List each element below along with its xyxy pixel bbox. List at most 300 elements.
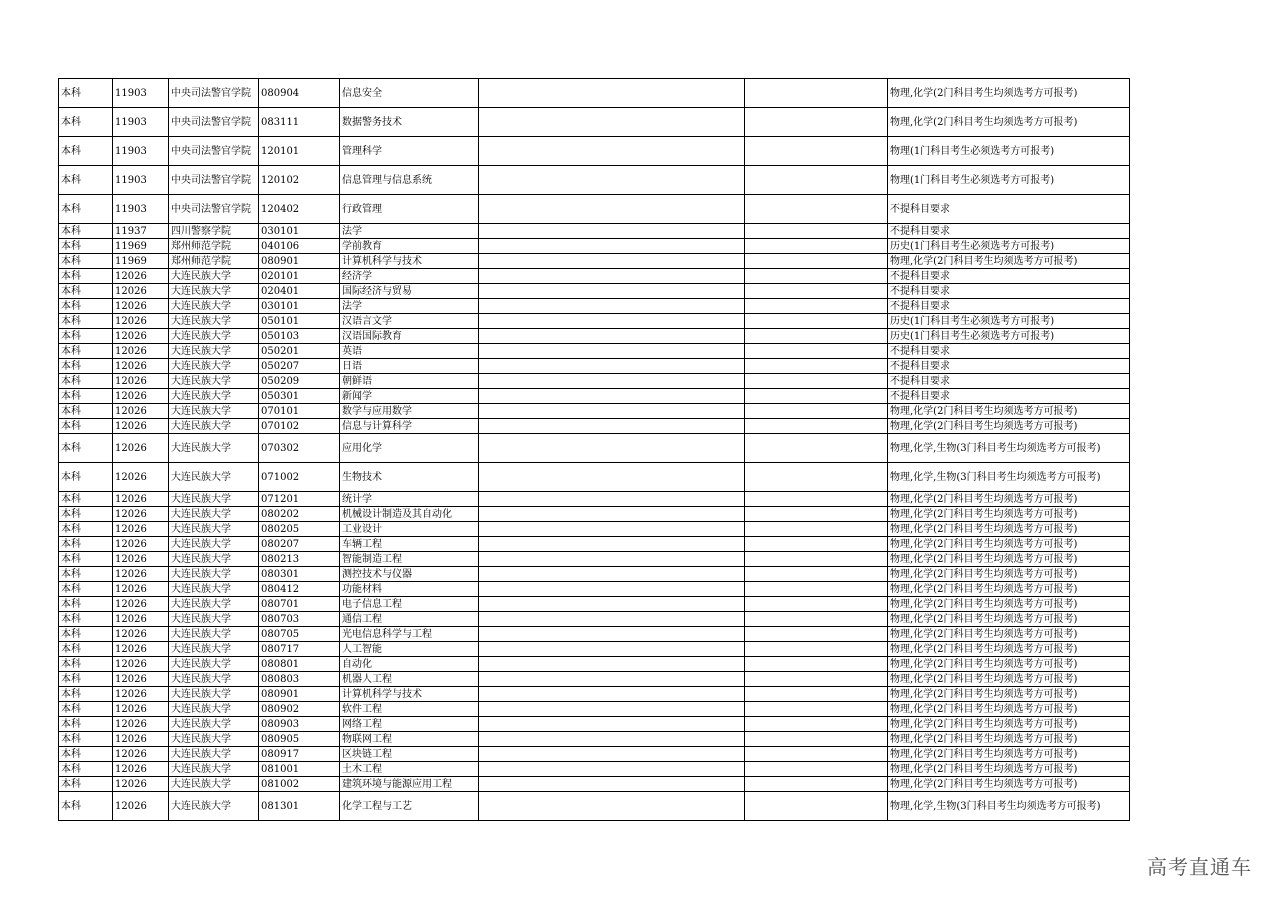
cell-empty (745, 507, 888, 522)
table-row (59, 434, 1130, 463)
cell-subject-requirement: 物理,化学,生物(3门科目考生均须选考方可报考) (888, 792, 1130, 821)
cell-school-code: 12026 (113, 329, 169, 344)
cell-empty (479, 642, 745, 657)
cell-level: 本科 (59, 344, 113, 359)
cell-major-code: 080917 (259, 747, 340, 762)
cell-empty (479, 672, 745, 687)
cell-empty (479, 567, 745, 582)
cell-school-name: 中央司法警官学院 (169, 137, 259, 166)
cell-level: 本科 (59, 166, 113, 195)
cell-empty (745, 522, 888, 537)
cell-school-code: 12026 (113, 597, 169, 612)
watermark-logo: 高考直通车 (1147, 855, 1252, 879)
table-row (59, 299, 1130, 314)
cell-school-name: 郑州师范学院 (169, 239, 259, 254)
cell-school-code: 12026 (113, 792, 169, 821)
cell-school-name: 中央司法警官学院 (169, 195, 259, 224)
cell-subject-requirement: 不提科目要求 (888, 284, 1130, 299)
table-row (59, 642, 1130, 657)
cell-school-name: 大连民族大学 (169, 732, 259, 747)
cell-level: 本科 (59, 137, 113, 166)
cell-school-name: 大连民族大学 (169, 314, 259, 329)
cell-major-name: 物联网工程 (340, 732, 479, 747)
cell-subject-requirement: 物理,化学(2门科目考生均须选考方可报考) (888, 419, 1130, 434)
table-row (59, 284, 1130, 299)
cell-subject-requirement: 物理,化学(2门科目考生均须选考方可报考) (888, 582, 1130, 597)
cell-school-name: 大连民族大学 (169, 374, 259, 389)
cell-school-code: 12026 (113, 344, 169, 359)
cell-major-code: 030101 (259, 224, 340, 239)
cell-school-name: 大连民族大学 (169, 389, 259, 404)
cell-major-code: 071002 (259, 463, 340, 492)
table-row (59, 762, 1130, 777)
cell-empty (745, 137, 888, 166)
cell-empty (745, 552, 888, 567)
cell-major-code: 080904 (259, 79, 340, 108)
cell-level: 本科 (59, 314, 113, 329)
cell-empty (479, 254, 745, 269)
cell-level: 本科 (59, 463, 113, 492)
cell-major-name: 汉语言文学 (340, 314, 479, 329)
cell-level: 本科 (59, 108, 113, 137)
cell-empty (479, 717, 745, 732)
table-row (59, 419, 1130, 434)
cell-major-code: 070302 (259, 434, 340, 463)
cell-school-name: 大连民族大学 (169, 582, 259, 597)
cell-school-code: 11937 (113, 224, 169, 239)
table-row (59, 612, 1130, 627)
table-body (59, 79, 1130, 821)
table-row (59, 137, 1130, 166)
cell-major-name: 统计学 (340, 492, 479, 507)
cell-subject-requirement: 不提科目要求 (888, 359, 1130, 374)
cell-major-name: 朝鲜语 (340, 374, 479, 389)
table-row (59, 404, 1130, 419)
table-row (59, 79, 1130, 108)
table-row (59, 108, 1130, 137)
cell-major-name: 自动化 (340, 657, 479, 672)
cell-major-code: 080301 (259, 567, 340, 582)
cell-school-code: 12026 (113, 299, 169, 314)
cell-empty (745, 404, 888, 419)
cell-subject-requirement: 物理,化学(2门科目考生均须选考方可报考) (888, 522, 1130, 537)
cell-major-code: 083111 (259, 108, 340, 137)
cell-subject-requirement: 物理,化学(2门科目考生均须选考方可报考) (888, 627, 1130, 642)
cell-empty (479, 507, 745, 522)
cell-major-name: 光电信息科学与工程 (340, 627, 479, 642)
cell-level: 本科 (59, 434, 113, 463)
cell-level: 本科 (59, 597, 113, 612)
cell-subject-requirement: 不提科目要求 (888, 299, 1130, 314)
cell-empty (745, 239, 888, 254)
cell-empty (745, 314, 888, 329)
cell-subject-requirement: 物理,化学,生物(3门科目考生均须选考方可报考) (888, 434, 1130, 463)
cell-empty (479, 108, 745, 137)
cell-school-name: 大连民族大学 (169, 672, 259, 687)
cell-subject-requirement: 物理,化学(2门科目考生均须选考方可报考) (888, 732, 1130, 747)
cell-empty (479, 284, 745, 299)
cell-level: 本科 (59, 359, 113, 374)
cell-subject-requirement: 历史(1门科目考生必须选考方可报考) (888, 329, 1130, 344)
cell-major-name: 信息与计算科学 (340, 419, 479, 434)
cell-empty (479, 374, 745, 389)
cell-major-code: 081301 (259, 792, 340, 821)
cell-major-code: 080905 (259, 732, 340, 747)
cell-empty (479, 195, 745, 224)
cell-school-code: 12026 (113, 627, 169, 642)
cell-subject-requirement: 历史(1门科目考生必须选考方可报考) (888, 239, 1130, 254)
table-row (59, 792, 1130, 821)
cell-school-name: 大连民族大学 (169, 687, 259, 702)
cell-empty (479, 344, 745, 359)
table-row (59, 195, 1130, 224)
table-row (59, 507, 1130, 522)
table-row (59, 657, 1130, 672)
cell-major-name: 国际经济与贸易 (340, 284, 479, 299)
cell-empty (479, 299, 745, 314)
cell-school-name: 大连民族大学 (169, 612, 259, 627)
cell-empty (479, 359, 745, 374)
cell-major-code: 080205 (259, 522, 340, 537)
cell-empty (745, 374, 888, 389)
cell-school-code: 12026 (113, 762, 169, 777)
table-row (59, 522, 1130, 537)
cell-empty (479, 657, 745, 672)
cell-empty (479, 419, 745, 434)
cell-school-name: 大连民族大学 (169, 434, 259, 463)
cell-level: 本科 (59, 195, 113, 224)
cell-school-name: 大连民族大学 (169, 419, 259, 434)
cell-level: 本科 (59, 732, 113, 747)
table-row (59, 717, 1130, 732)
cell-empty (745, 79, 888, 108)
cell-empty (745, 284, 888, 299)
cell-level: 本科 (59, 702, 113, 717)
cell-major-name: 区块链工程 (340, 747, 479, 762)
cell-level: 本科 (59, 792, 113, 821)
cell-subject-requirement: 物理,化学(2门科目考生均须选考方可报考) (888, 108, 1130, 137)
cell-level: 本科 (59, 672, 113, 687)
cell-school-name: 大连民族大学 (169, 597, 259, 612)
cell-major-code: 070102 (259, 419, 340, 434)
cell-major-name: 建筑环境与能源应用工程 (340, 777, 479, 792)
table-row (59, 537, 1130, 552)
cell-school-code: 12026 (113, 522, 169, 537)
cell-level: 本科 (59, 642, 113, 657)
cell-empty (745, 434, 888, 463)
cell-empty (745, 612, 888, 627)
cell-empty (745, 567, 888, 582)
cell-empty (745, 329, 888, 344)
table-row (59, 254, 1130, 269)
cell-empty (745, 672, 888, 687)
table-row (59, 463, 1130, 492)
cell-school-code: 12026 (113, 269, 169, 284)
cell-subject-requirement: 不提科目要求 (888, 389, 1130, 404)
cell-major-code: 120402 (259, 195, 340, 224)
cell-empty (745, 359, 888, 374)
cell-level: 本科 (59, 627, 113, 642)
cell-level: 本科 (59, 657, 113, 672)
cell-major-name: 数据警务技术 (340, 108, 479, 137)
cell-school-name: 大连民族大学 (169, 777, 259, 792)
cell-school-code: 11903 (113, 166, 169, 195)
cell-school-code: 12026 (113, 552, 169, 567)
cell-level: 本科 (59, 284, 113, 299)
cell-school-name: 中央司法警官学院 (169, 79, 259, 108)
cell-empty (745, 732, 888, 747)
cell-school-code: 12026 (113, 507, 169, 522)
cell-school-code: 11903 (113, 108, 169, 137)
cell-major-name: 英语 (340, 344, 479, 359)
cell-school-code: 12026 (113, 419, 169, 434)
cell-major-name: 法学 (340, 224, 479, 239)
cell-major-name: 数学与应用数学 (340, 404, 479, 419)
cell-subject-requirement: 不提科目要求 (888, 224, 1130, 239)
cell-empty (479, 389, 745, 404)
admission-requirements-table (58, 78, 1130, 821)
cell-empty (745, 419, 888, 434)
cell-major-name: 新闻学 (340, 389, 479, 404)
cell-empty (479, 582, 745, 597)
cell-empty (745, 657, 888, 672)
cell-subject-requirement: 物理,化学(2门科目考生均须选考方可报考) (888, 404, 1130, 419)
cell-empty (479, 537, 745, 552)
cell-subject-requirement: 物理,化学(2门科目考生均须选考方可报考) (888, 612, 1130, 627)
cell-school-name: 大连民族大学 (169, 492, 259, 507)
cell-school-name: 大连民族大学 (169, 762, 259, 777)
cell-school-code: 12026 (113, 537, 169, 552)
cell-empty (745, 747, 888, 762)
cell-major-name: 车辆工程 (340, 537, 479, 552)
cell-major-code: 030101 (259, 299, 340, 314)
cell-empty (745, 344, 888, 359)
table-row (59, 732, 1130, 747)
cell-school-name: 大连民族大学 (169, 344, 259, 359)
table-row (59, 329, 1130, 344)
cell-school-code: 12026 (113, 434, 169, 463)
cell-major-code: 050209 (259, 374, 340, 389)
cell-level: 本科 (59, 612, 113, 627)
table-row (59, 224, 1130, 239)
cell-major-code: 050103 (259, 329, 340, 344)
cell-empty (745, 702, 888, 717)
cell-major-name: 日语 (340, 359, 479, 374)
cell-major-code: 071201 (259, 492, 340, 507)
cell-subject-requirement: 物理,化学(2门科目考生均须选考方可报考) (888, 762, 1130, 777)
cell-school-name: 大连民族大学 (169, 657, 259, 672)
cell-subject-requirement: 不提科目要求 (888, 195, 1130, 224)
cell-level: 本科 (59, 567, 113, 582)
cell-level: 本科 (59, 374, 113, 389)
cell-level: 本科 (59, 717, 113, 732)
cell-major-code: 080903 (259, 717, 340, 732)
cell-subject-requirement: 物理,化学(2门科目考生均须选考方可报考) (888, 254, 1130, 269)
cell-school-name: 大连民族大学 (169, 329, 259, 344)
cell-school-name: 大连民族大学 (169, 284, 259, 299)
cell-major-code: 070101 (259, 404, 340, 419)
cell-major-code: 020401 (259, 284, 340, 299)
cell-school-code: 11969 (113, 239, 169, 254)
cell-major-code: 080705 (259, 627, 340, 642)
cell-empty (479, 434, 745, 463)
cell-empty (745, 717, 888, 732)
cell-empty (479, 463, 745, 492)
cell-subject-requirement: 物理,化学(2门科目考生均须选考方可报考) (888, 717, 1130, 732)
cell-subject-requirement: 物理,化学(2门科目考生均须选考方可报考) (888, 537, 1130, 552)
cell-major-code: 120102 (259, 166, 340, 195)
table-row (59, 702, 1130, 717)
cell-empty (479, 687, 745, 702)
cell-school-code: 12026 (113, 314, 169, 329)
table-row (59, 239, 1130, 254)
cell-empty (745, 492, 888, 507)
cell-major-name: 土木工程 (340, 762, 479, 777)
cell-empty (479, 224, 745, 239)
cell-major-name: 生物技术 (340, 463, 479, 492)
cell-major-name: 智能制造工程 (340, 552, 479, 567)
cell-school-code: 12026 (113, 284, 169, 299)
cell-empty (745, 687, 888, 702)
cell-school-name: 大连民族大学 (169, 299, 259, 314)
cell-school-name: 四川警察学院 (169, 224, 259, 239)
cell-school-name: 中央司法警官学院 (169, 108, 259, 137)
cell-level: 本科 (59, 507, 113, 522)
cell-empty (745, 537, 888, 552)
cell-school-code: 12026 (113, 582, 169, 597)
cell-major-code: 050101 (259, 314, 340, 329)
cell-empty (479, 329, 745, 344)
cell-school-code: 11903 (113, 195, 169, 224)
table-row (59, 567, 1130, 582)
cell-major-code: 080202 (259, 507, 340, 522)
cell-major-name: 通信工程 (340, 612, 479, 627)
cell-school-name: 大连民族大学 (169, 552, 259, 567)
cell-empty (745, 463, 888, 492)
cell-empty (745, 792, 888, 821)
cell-level: 本科 (59, 419, 113, 434)
cell-subject-requirement: 物理,化学(2门科目考生均须选考方可报考) (888, 79, 1130, 108)
cell-major-code: 050207 (259, 359, 340, 374)
cell-empty (479, 404, 745, 419)
table-row (59, 552, 1130, 567)
cell-school-code: 11903 (113, 137, 169, 166)
cell-major-name: 软件工程 (340, 702, 479, 717)
cell-school-name: 大连民族大学 (169, 567, 259, 582)
cell-level: 本科 (59, 777, 113, 792)
cell-empty (479, 702, 745, 717)
cell-level: 本科 (59, 269, 113, 284)
cell-level: 本科 (59, 492, 113, 507)
cell-major-code: 080803 (259, 672, 340, 687)
cell-level: 本科 (59, 224, 113, 239)
cell-school-name: 大连民族大学 (169, 269, 259, 284)
cell-school-code: 12026 (113, 747, 169, 762)
cell-major-name: 行政管理 (340, 195, 479, 224)
table-row (59, 344, 1130, 359)
cell-major-name: 机械设计制造及其自动化 (340, 507, 479, 522)
cell-major-name: 经济学 (340, 269, 479, 284)
cell-major-code: 040106 (259, 239, 340, 254)
cell-subject-requirement: 不提科目要求 (888, 269, 1130, 284)
table-row (59, 597, 1130, 612)
cell-level: 本科 (59, 404, 113, 419)
cell-empty (745, 582, 888, 597)
cell-major-code: 080207 (259, 537, 340, 552)
cell-subject-requirement: 不提科目要求 (888, 344, 1130, 359)
table-row (59, 777, 1130, 792)
table-row (59, 672, 1130, 687)
cell-major-code: 080701 (259, 597, 340, 612)
cell-empty (479, 612, 745, 627)
cell-level: 本科 (59, 687, 113, 702)
cell-major-name: 计算机科学与技术 (340, 687, 479, 702)
cell-major-code: 080717 (259, 642, 340, 657)
cell-major-name: 人工智能 (340, 642, 479, 657)
cell-school-code: 12026 (113, 389, 169, 404)
cell-major-code: 080412 (259, 582, 340, 597)
cell-school-code: 12026 (113, 657, 169, 672)
cell-major-name: 机器人工程 (340, 672, 479, 687)
cell-level: 本科 (59, 582, 113, 597)
cell-school-code: 12026 (113, 777, 169, 792)
cell-major-code: 120101 (259, 137, 340, 166)
cell-subject-requirement: 物理(1门科目考生必须选考方可报考) (888, 166, 1130, 195)
cell-level: 本科 (59, 239, 113, 254)
cell-empty (479, 762, 745, 777)
cell-empty (745, 224, 888, 239)
cell-empty (745, 777, 888, 792)
cell-major-name: 应用化学 (340, 434, 479, 463)
cell-school-name: 大连民族大学 (169, 507, 259, 522)
cell-empty (745, 195, 888, 224)
cell-school-code: 12026 (113, 359, 169, 374)
cell-school-code: 12026 (113, 374, 169, 389)
cell-subject-requirement: 物理,化学(2门科目考生均须选考方可报考) (888, 687, 1130, 702)
cell-major-code: 050201 (259, 344, 340, 359)
cell-empty (745, 166, 888, 195)
table-row (59, 627, 1130, 642)
cell-empty (479, 792, 745, 821)
cell-major-code: 081002 (259, 777, 340, 792)
table-row (59, 747, 1130, 762)
cell-school-name: 大连民族大学 (169, 537, 259, 552)
table-row (59, 314, 1130, 329)
cell-major-name: 信息安全 (340, 79, 479, 108)
cell-major-code: 080901 (259, 687, 340, 702)
cell-major-name: 功能材料 (340, 582, 479, 597)
cell-level: 本科 (59, 299, 113, 314)
cell-major-name: 汉语国际教育 (340, 329, 479, 344)
cell-major-name: 网络工程 (340, 717, 479, 732)
cell-empty (479, 79, 745, 108)
cell-empty (479, 732, 745, 747)
cell-school-name: 大连民族大学 (169, 627, 259, 642)
cell-empty (479, 137, 745, 166)
cell-level: 本科 (59, 747, 113, 762)
cell-school-name: 大连民族大学 (169, 792, 259, 821)
cell-major-code: 080902 (259, 702, 340, 717)
cell-school-code: 12026 (113, 732, 169, 747)
cell-school-name: 郑州师范学院 (169, 254, 259, 269)
cell-major-code: 080213 (259, 552, 340, 567)
cell-empty (479, 166, 745, 195)
cell-subject-requirement: 物理,化学(2门科目考生均须选考方可报考) (888, 777, 1130, 792)
cell-empty (745, 254, 888, 269)
cell-empty (479, 492, 745, 507)
cell-school-name: 中央司法警官学院 (169, 166, 259, 195)
cell-subject-requirement: 物理,化学(2门科目考生均须选考方可报考) (888, 657, 1130, 672)
